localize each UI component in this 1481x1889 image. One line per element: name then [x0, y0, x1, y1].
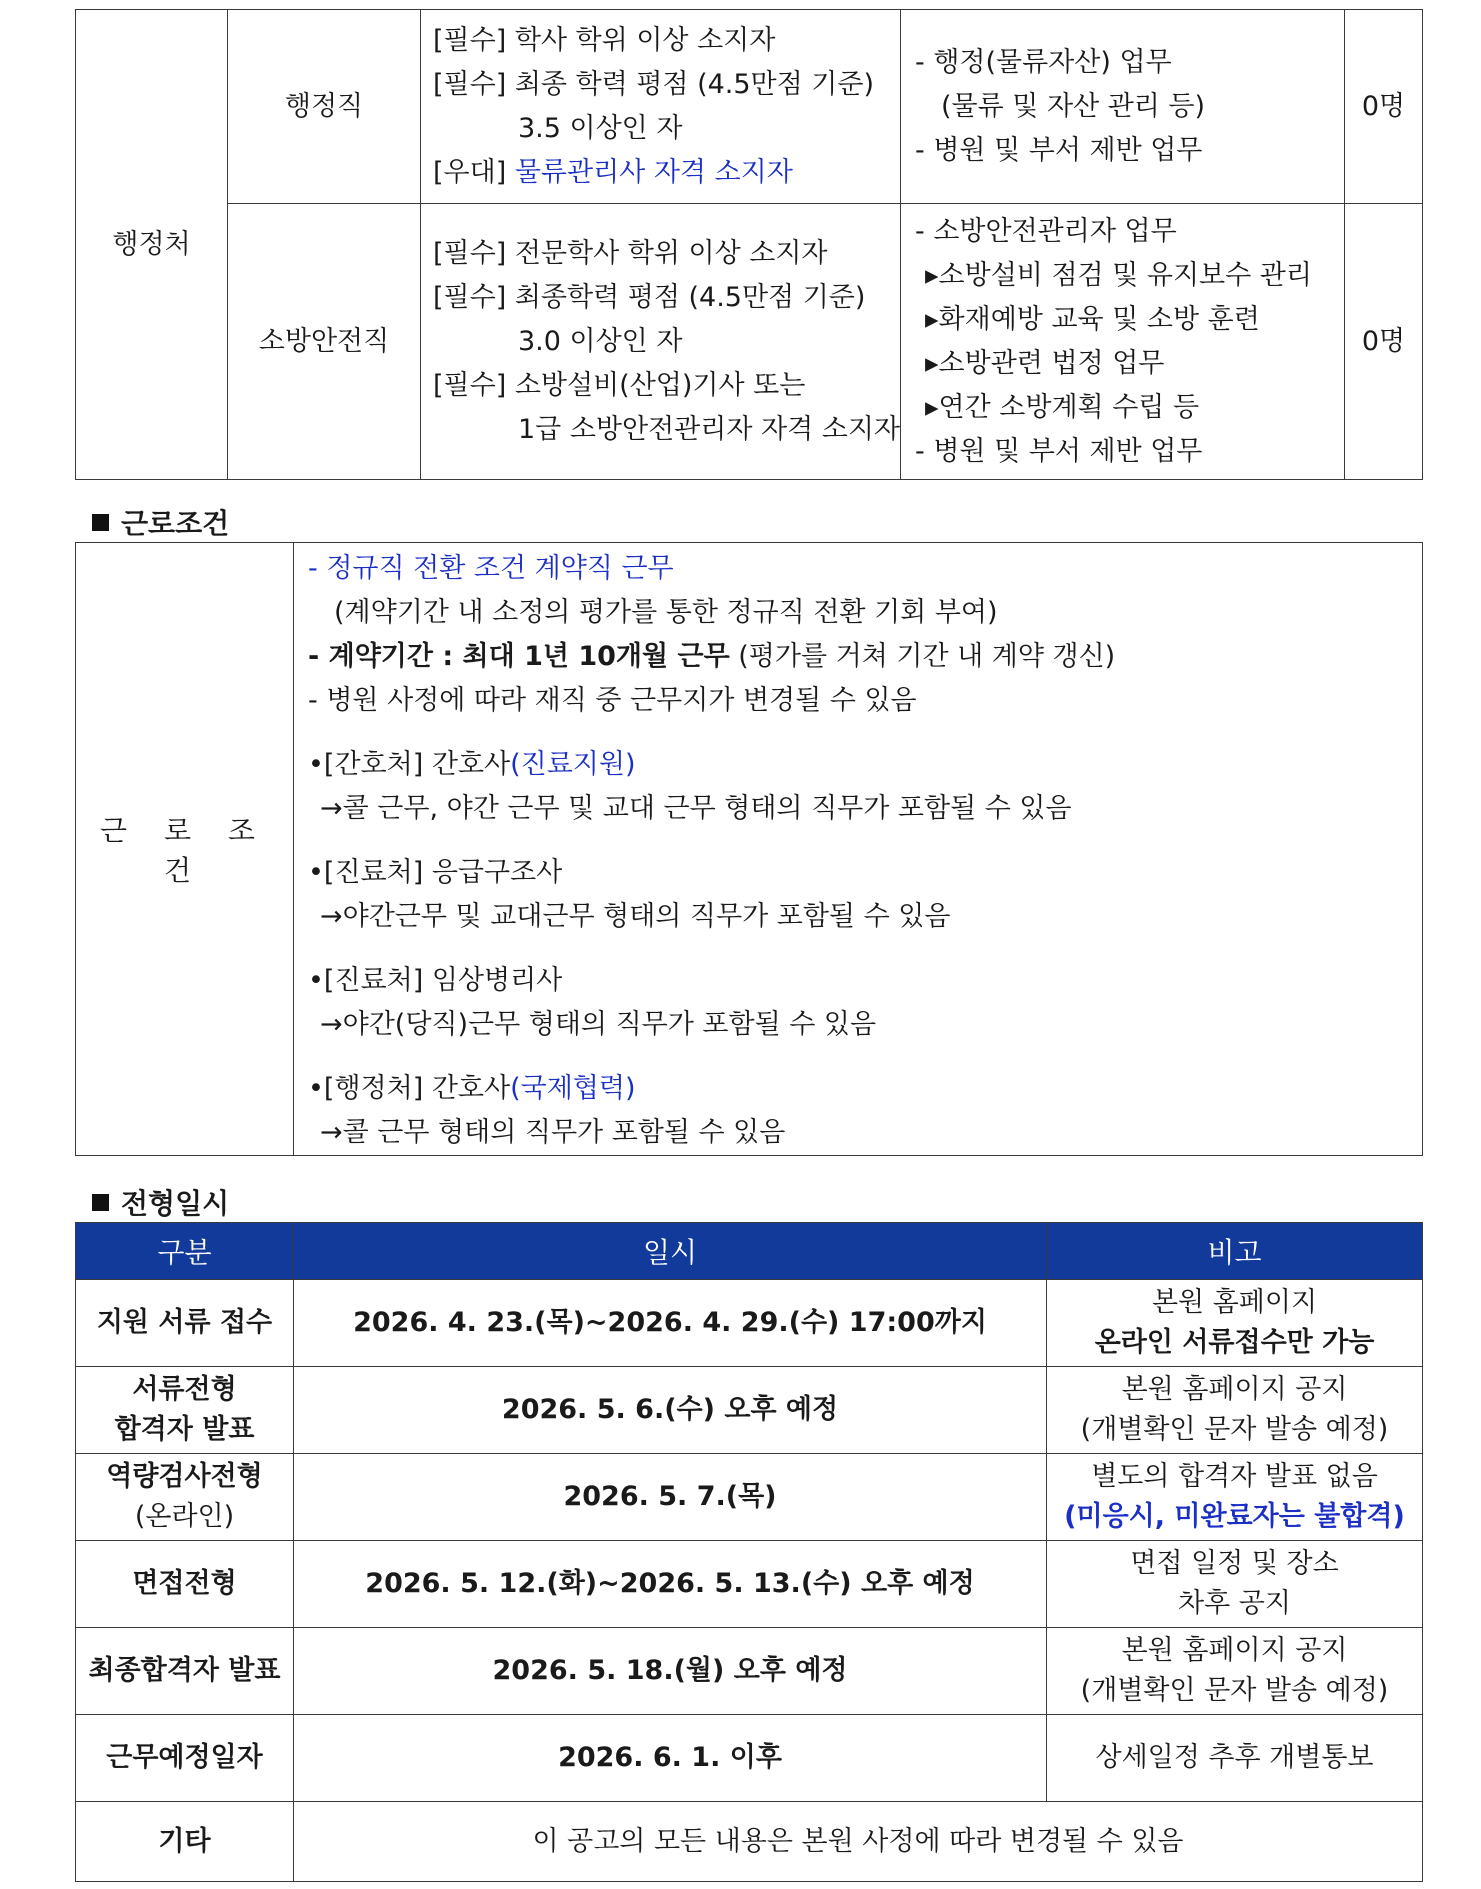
position-row-admin — [76, 10, 1423, 204]
duty-item: - 행정(물류자산) 업무 — [915, 46, 1172, 78]
schedule-row — [76, 1715, 1423, 1802]
schedule-row — [76, 1454, 1423, 1541]
duty-item: (물류 및 자산 관리 등) — [941, 90, 1206, 122]
square-bullet-icon — [92, 1194, 109, 1211]
requirement-cont: 3.5 이상인 자 — [518, 112, 683, 144]
note-line: 본원 홈페이지 공지 — [1121, 1374, 1348, 1405]
note-head: •[진료처] 응급구조사 — [308, 857, 563, 888]
duty-item: ▸연간 소방계획 수립 등 — [925, 391, 1200, 423]
schedule-date: 2026. 6. 1. 이후 — [294, 1715, 1047, 1802]
section-title-work-conditions: 근로조건 — [92, 502, 229, 542]
requirement-cont: 1급 소방안전관리자 자격 소지자 — [518, 413, 900, 445]
schedule-other-row — [76, 1802, 1423, 1882]
department-cell: 행정처 — [76, 10, 228, 480]
requirement-item: [필수] 최종학력 평점 (4.5만점 기준) — [433, 281, 866, 313]
duties-cell — [901, 10, 1345, 204]
requirement-item: [필수] 학사 학위 이상 소지자 — [433, 24, 776, 56]
schedule-stage — [76, 1715, 294, 1802]
condition-line: - 계약기간 : 최대 1년 10개월 근무 (평가를 거쳐 기간 내 계약 갱신) — [308, 641, 1116, 672]
duty-item: ▸화재예방 교육 및 소방 훈련 — [925, 303, 1260, 335]
note-line: 온라인 서류접수만 가능 — [1094, 1327, 1375, 1358]
schedule-stage — [76, 1280, 294, 1367]
condition-line: (계약기간 내 소정의 평가를 통한 정규직 전환 기회 부여) — [334, 597, 998, 628]
schedule-row — [76, 1280, 1423, 1367]
schedule-date: 2026. 5. 6.(수) 오후 예정 — [294, 1367, 1047, 1454]
stage-label-line: 역량검사전형 — [106, 1461, 263, 1492]
condition-line: - 병원 사정에 따라 재직 중 근무지가 변경될 수 있음 — [308, 685, 917, 716]
schedule-header-row — [76, 1223, 1423, 1280]
schedule-row — [76, 1628, 1423, 1715]
schedule-stage — [76, 1454, 294, 1541]
note-head: •[행정처] 간호사(국제협력) — [308, 1073, 636, 1104]
headcount: 0명 — [1345, 10, 1423, 204]
work-conditions-table — [75, 542, 1423, 1156]
schedule-date: 2026. 4. 23.(목)~2026. 4. 29.(수) 17:00까지 — [294, 1280, 1047, 1367]
note-line: 면접 일정 및 장소 — [1130, 1548, 1339, 1579]
requirement-item: [필수] 소방설비(산업)기사 또는 — [433, 369, 806, 401]
schedule-note — [1047, 1541, 1423, 1628]
note-line: 차후 공지 — [1178, 1588, 1291, 1619]
condition-line: - 정규직 전환 조건 계약직 근무 — [308, 553, 674, 584]
work-conditions-label: 근 로 조 건 — [76, 543, 294, 1156]
schedule-date: 2026. 5. 18.(월) 오후 예정 — [294, 1628, 1047, 1715]
schedule-date: 2026. 5. 7.(목) — [294, 1454, 1047, 1541]
note-detail: →콜 근무, 야간 근무 및 교대 근무 형태의 직무가 포함될 수 있음 — [320, 793, 1072, 824]
duty-item: - 병원 및 부서 제반 업무 — [915, 134, 1203, 166]
note-head: •[간호처] 간호사(진료지원) — [308, 749, 636, 780]
requirements-cell — [421, 204, 901, 480]
positions-table — [75, 9, 1423, 480]
schedule-table — [75, 1222, 1423, 1882]
requirement-item: [우대] 물류관리사 자격 소지자 — [433, 156, 793, 188]
duty-item: - 병원 및 부서 제반 업무 — [915, 435, 1203, 467]
schedule-note — [1047, 1628, 1423, 1715]
schedule-note — [1047, 1454, 1423, 1541]
job-title: 소방안전직 — [228, 204, 421, 480]
schedule-note — [1047, 1280, 1423, 1367]
header-remarks: 비고 — [1047, 1223, 1423, 1280]
work-conditions-content — [294, 543, 1423, 1156]
note-line: 본원 홈페이지 — [1151, 1287, 1318, 1318]
headcount: 0명 — [1345, 204, 1423, 480]
note-detail: →콜 근무 형태의 직무가 포함될 수 있음 — [320, 1117, 786, 1148]
schedule-stage — [76, 1628, 294, 1715]
schedule-stage — [76, 1367, 294, 1454]
note-line: (개별확인 문자 발송 예정) — [1080, 1414, 1389, 1445]
requirement-item: [필수] 전문학사 학위 이상 소지자 — [433, 237, 828, 269]
note-line: 별도의 합격자 발표 없음 — [1091, 1461, 1378, 1492]
note-detail: →야간(당직)근무 형태의 직무가 포함될 수 있음 — [320, 1009, 877, 1040]
schedule-row — [76, 1367, 1423, 1454]
note-head: •[진료처] 임상병리사 — [308, 965, 563, 996]
note-line: 본원 홈페이지 공지 — [1121, 1635, 1348, 1666]
stage-label-line: 지원 서류 접수 — [96, 1307, 273, 1338]
position-row-fire — [76, 204, 1423, 480]
note-line: (미응시, 미완료자는 불합격) — [1064, 1501, 1405, 1532]
requirement-item: [필수] 최종 학력 평점 (4.5만점 기준) — [433, 68, 874, 100]
schedule-row — [76, 1541, 1423, 1628]
schedule-note — [1047, 1715, 1423, 1802]
other-text: 이 공고의 모든 내용은 본원 사정에 따라 변경될 수 있음 — [294, 1802, 1423, 1882]
duty-item: - 소방안전관리자 업무 — [915, 215, 1177, 247]
note-detail: →야간근무 및 교대근무 형태의 직무가 포함될 수 있음 — [320, 901, 951, 932]
stage-label-line: (온라인) — [134, 1501, 235, 1532]
stage-label-line: 합격자 발표 — [114, 1414, 255, 1445]
schedule-note — [1047, 1367, 1423, 1454]
stage-label-line: 서류전형 — [132, 1374, 237, 1405]
duty-item: ▸소방설비 점검 및 유지보수 관리 — [925, 259, 1312, 291]
job-title: 행정직 — [228, 10, 421, 204]
schedule-stage — [76, 1541, 294, 1628]
note-line: (개별확인 문자 발송 예정) — [1080, 1675, 1389, 1706]
stage-label-line: 면접전형 — [132, 1568, 237, 1599]
square-bullet-icon — [92, 514, 109, 531]
requirement-cont: 3.0 이상인 자 — [518, 325, 683, 357]
section-title-schedule: 전형일시 — [92, 1182, 229, 1222]
note-line: 상세일정 추후 개별통보 — [1095, 1742, 1374, 1773]
stage-label-line: 최종합격자 발표 — [88, 1655, 281, 1686]
duty-item: ▸소방관련 법정 업무 — [925, 347, 1165, 379]
duties-cell — [901, 204, 1345, 480]
requirements-cell — [421, 10, 901, 204]
header-category: 구분 — [76, 1223, 294, 1280]
schedule-date: 2026. 5. 12.(화)~2026. 5. 13.(수) 오후 예정 — [294, 1541, 1047, 1628]
other-label: 기타 — [76, 1802, 294, 1882]
header-datetime: 일시 — [294, 1223, 1047, 1280]
stage-label-line: 근무예정일자 — [106, 1742, 263, 1773]
